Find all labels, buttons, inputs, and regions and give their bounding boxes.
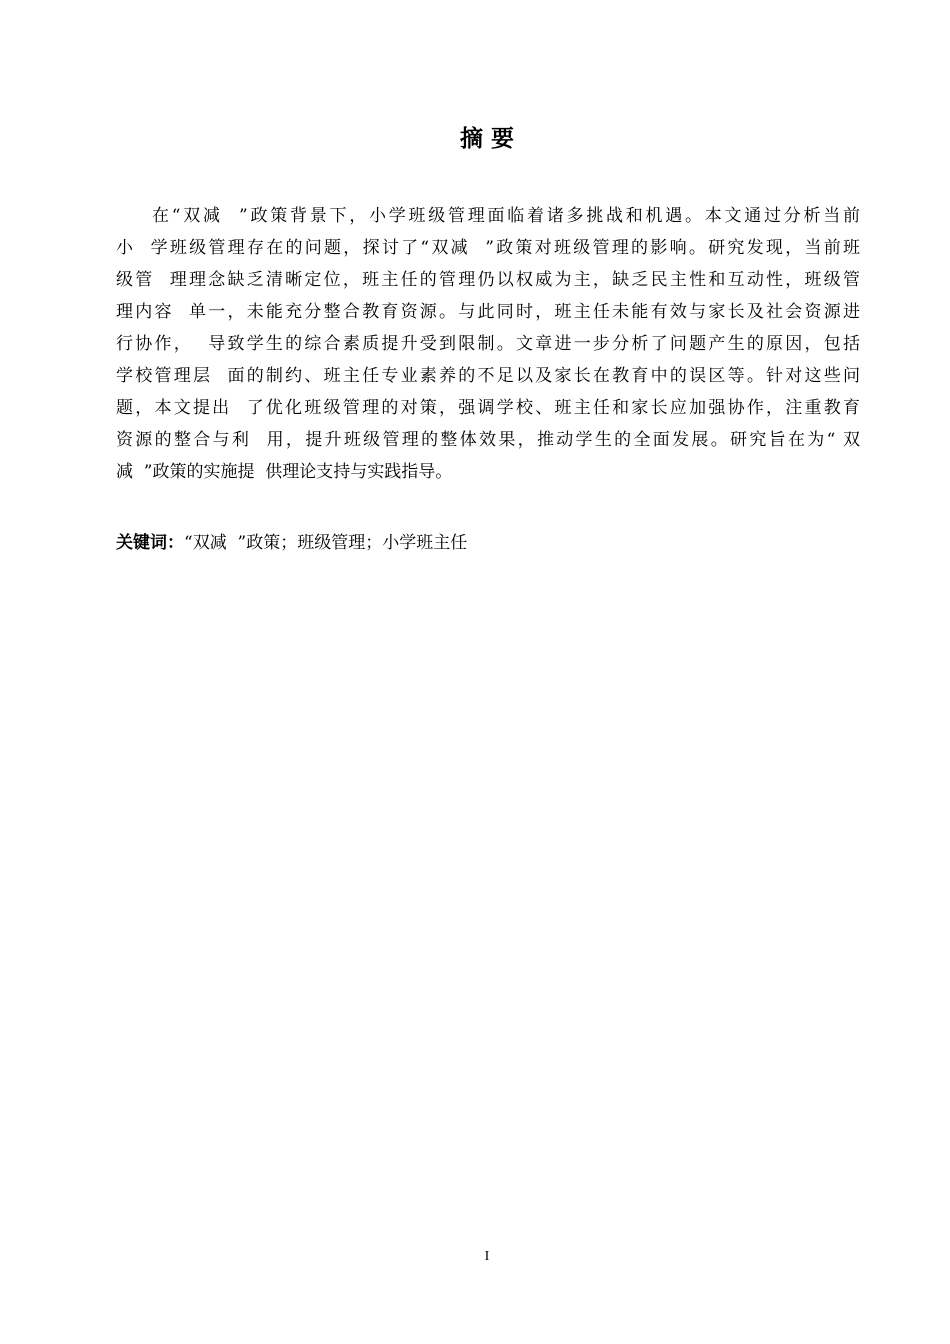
abstract-line: 资源的整合与利 用，提升班级管理的整体效果，推动学生的全面发展。研究旨在为“ 双: [116, 430, 860, 450]
abstract-line: 题，本文提出 了优化班级管理的对策，强调学校、班主任和家长应加强协作，注重教育: [116, 398, 860, 418]
abstract-line: 级管 理理念缺乏清晰定位，班主任的管理仍以权威为主，缺乏民主性和互动性，班级管: [116, 270, 860, 290]
keywords-label: 关键词：: [116, 533, 184, 553]
abstract-line: 小 学班级管理存在的问题，探讨了“双减 ”政策对班级管理的影响。研究发现，当前班: [116, 238, 860, 258]
abstract-title: 摘 要: [459, 125, 514, 152]
keywords: [116, 527, 860, 559]
abstract-line: 减 ”政策的实施提 供理论支持与实践指导。: [116, 462, 453, 482]
abstract-body: [116, 200, 860, 488]
abstract-line: 学校管理层 面的制约、班主任专业素养的不足以及家长在教育中的误区等。针对这些问: [116, 366, 860, 386]
page-number: I: [484, 1249, 490, 1264]
abstract-line: 理内容 单一，未能充分整合教育资源。与此同时，班主任未能有效与家长及社会资源进: [116, 302, 860, 322]
keywords-text: “双减 ”政策；班级管理；小学班主任: [184, 533, 468, 553]
abstract-line: 在“双减 ”政策背景下，小学班级管理面临着诸多挑战和机遇。本文通过分析当前: [152, 206, 860, 226]
abstract-line: 行协作， 导致学生的综合素质提升受到限制。文章进一步分析了问题产生的原因，包括: [116, 334, 860, 354]
